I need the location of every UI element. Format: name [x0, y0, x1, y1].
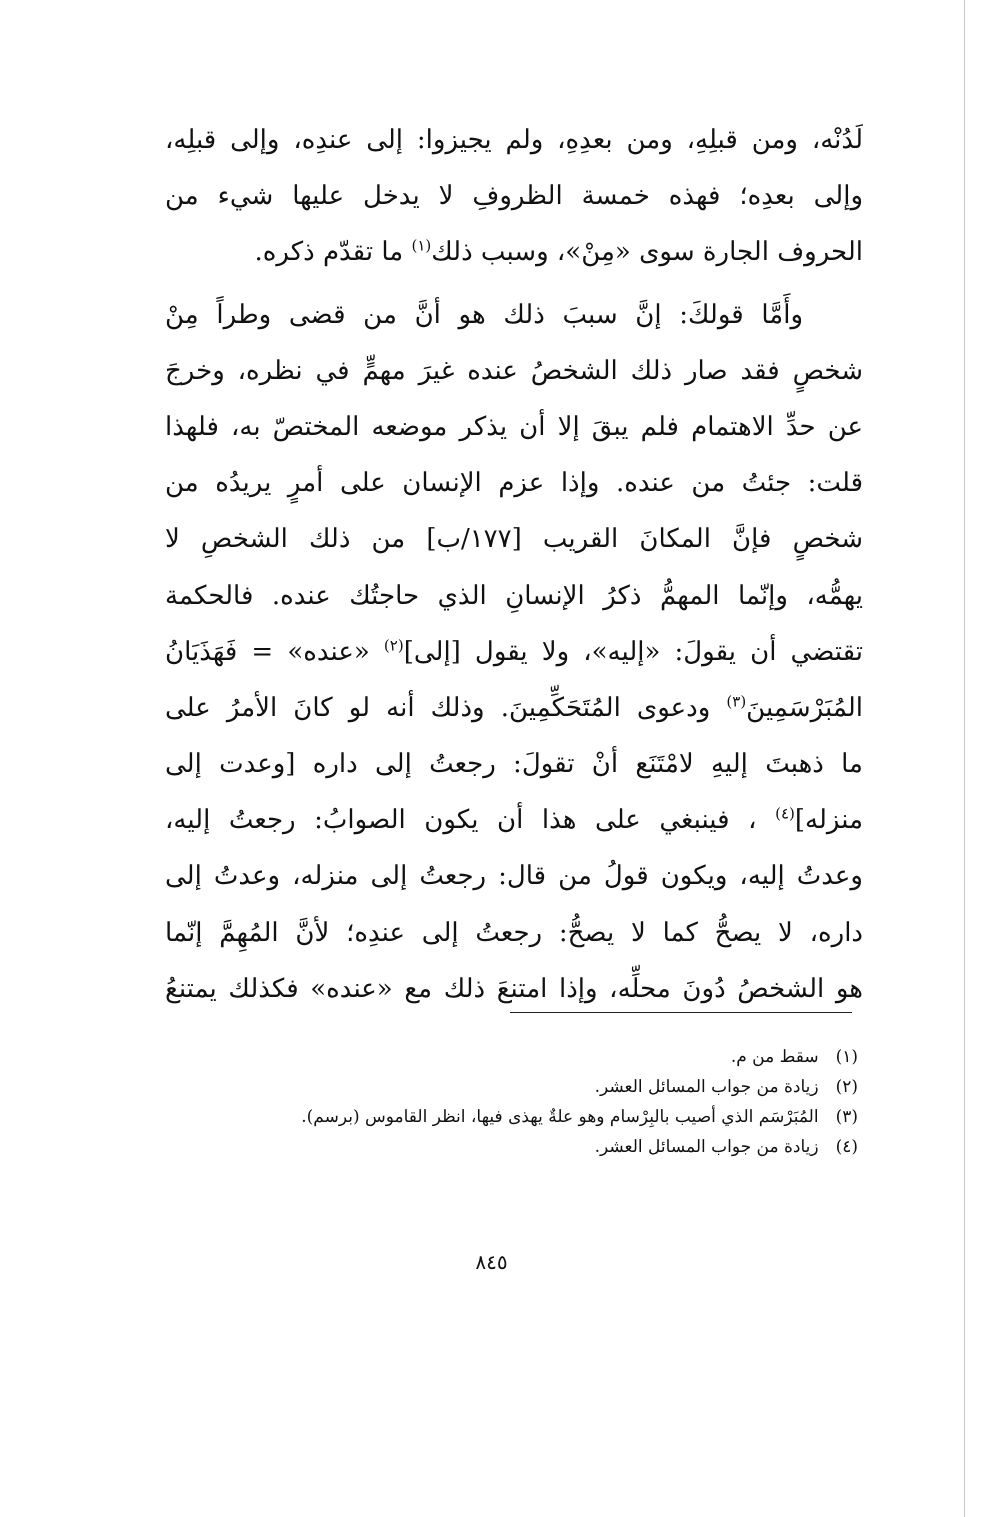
footnote [158, 1042, 858, 1072]
footnote-ref: (٤) [775, 804, 795, 823]
text-line [165, 961, 863, 1017]
footnote [158, 1132, 858, 1162]
main-text [165, 112, 863, 1017]
line-text: شخصٍ فقد صار ذلك الشخصُ عنده غيرَ مهمٍّ في نظره، وخرجَ [165, 355, 863, 386]
line-text: شخصٍ فإنَّ المكانَ القريب [١٧٧/ب] من ذلك الشخصِ لا [165, 524, 863, 555]
line-text: الحروف الجارة سوى «مِنْ»، وسبب ذلك [431, 237, 863, 268]
footnote [158, 1102, 858, 1132]
footnote [158, 1072, 858, 1102]
line-text: عن حدِّ الاهتمام فلم يبقَ إلا أن يذكر موضعه المختصّ به، فلهذا [165, 411, 863, 442]
text-line [165, 224, 863, 280]
footnote-text: زيادة من جواب المسائل العشر. [594, 1137, 819, 1157]
line-text: منزله] [794, 805, 863, 836]
text-line [165, 848, 863, 904]
footnotes [158, 1042, 858, 1162]
line-text: داره، لا يصحُّ كما لا يصحُّ: رجعتُ إلى عندِه؛ لأنَّ المُهِمَّ إنّما [165, 917, 863, 948]
line-text: ما تقدّم ذكره. [254, 237, 404, 268]
text-line [165, 511, 863, 567]
line-text: ودعوى المُتَحَكِّمِينَ. وذلك أنه لو كانَ الأمرُ على [165, 692, 711, 723]
text-line [165, 624, 863, 680]
footnote-number: (١) [835, 1047, 858, 1067]
text-line [165, 287, 863, 343]
line-text: لَدُنْه، ومن قبلِهِ، ومن بعدِهِ، ولم يجيزوا: إلى عندِه، وإلى قبلِه، [165, 125, 863, 155]
footnote-number: (٢) [835, 1077, 858, 1097]
line-text: ، فينبغي على هذا أن يكون الصوابُ: رجعتُ إليه، [165, 805, 757, 836]
line-text: وعدتُ إليه، ويكون قولُ من قال: رجعتُ إلى منزله، وعدتُ إلى [165, 861, 863, 892]
line-text: «عنده» = فَهَذَيَانُ [165, 636, 370, 667]
text-line [165, 680, 863, 736]
footnote-text: سقط من م. [730, 1047, 819, 1067]
line-text: تقتضي أن يقولَ: «إليه»، ولا يقول [إلى] [403, 636, 863, 667]
line-text: ما ذهبتَ إليهِ لامْتَنَع أنْ تقولَ: رجعتُ إلى داره [وعدت إلى [165, 749, 863, 780]
footnote-text: المُبَرْسَم الذي أصيب بالبِرْسام وهو علةٌ يهذى فيها، انظر القاموس (برسم). [301, 1107, 819, 1127]
line-text: وأَمَّا قولكَ: إنَّ سببَ ذلك هو أنَّ من قضى وطراً مِنْ [165, 299, 803, 330]
page-binding-edge [964, 0, 965, 1517]
line-text: قلت: جئتُ من عنده. وإذا عزم الإنسان على أمرٍ يريدُه من [165, 468, 863, 499]
text-line [165, 905, 863, 961]
text-line [165, 792, 863, 848]
line-text: وإلى بعدِه؛ فهذه خمسة الظروفِ لا يدخل عليها شيء من [165, 181, 863, 212]
line-text: هو الشخصُ دُونَ محلِّه، وإذا امتنعَ ذلك مع «عنده» فكذلك يمتنعُ [165, 973, 863, 1004]
page-number: ٨٤٥ [475, 1250, 508, 1274]
line-text: المُبَرْسَمِينَ [746, 692, 863, 723]
footnote-number: (٣) [835, 1107, 858, 1127]
line-text: يهمُّه، وإنّما المهمُّ ذكرُ الإنسانِ الذي حاجتُك عنده. فالحكمة [165, 580, 863, 611]
footnote-number: (٤) [835, 1137, 858, 1157]
footnote-ref: (١) [411, 236, 432, 255]
text-line [165, 736, 863, 792]
text-line [165, 343, 863, 399]
footnote-ref: (٣) [726, 692, 747, 711]
text-line [165, 112, 863, 168]
text-line [165, 399, 863, 455]
text-line [165, 568, 863, 624]
footnote-text: زيادة من جواب المسائل العشر. [594, 1077, 819, 1097]
text-line [165, 168, 863, 224]
footnote-separator [510, 1012, 852, 1013]
footnote-ref: (٢) [383, 636, 404, 655]
text-line [165, 455, 863, 511]
